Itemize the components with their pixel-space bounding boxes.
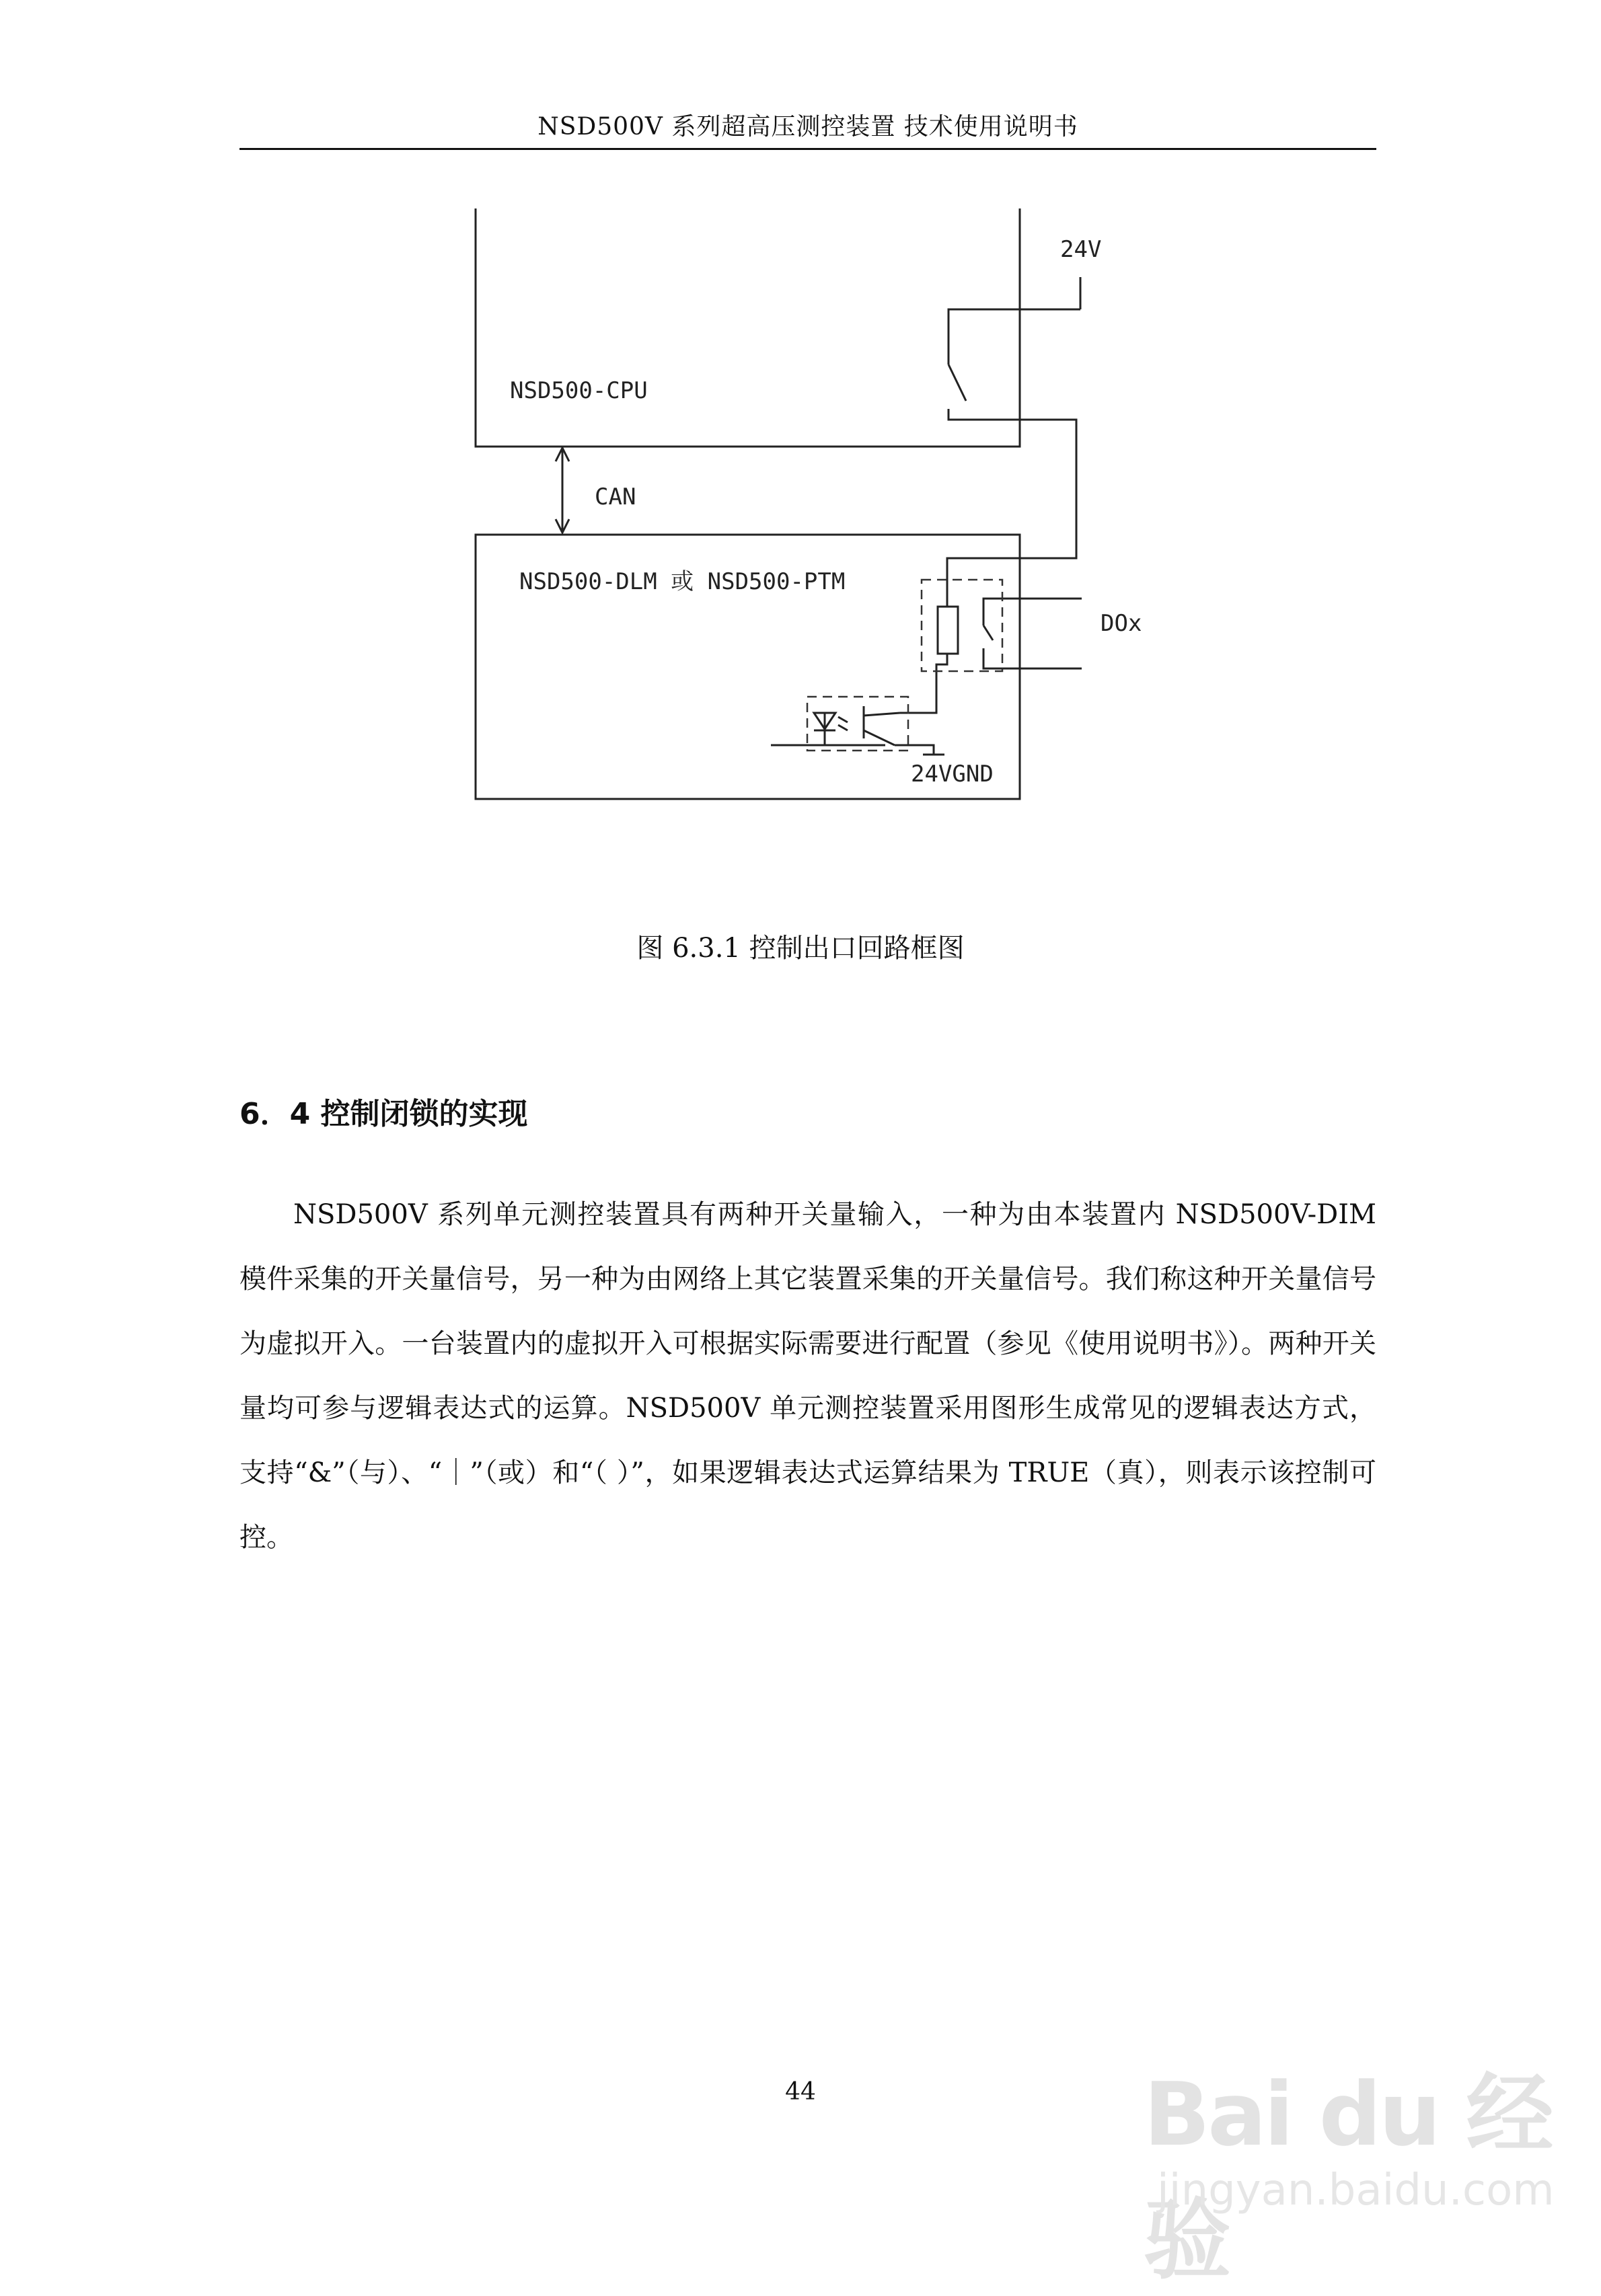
page-header-title: NSD500V 系列超高压测控装置 技术使用说明书 [537,113,1078,141]
page-number: 44 [785,2078,816,2106]
section-paragraph: NSD500V 系列单元测控装置具有两种开关量输入，一种为由本装置内 NSD500V-DIM 模件采集的开关量信号，另一种为由网络上其它装置采集的开关量信号。我们称这种开关量信号为虚拟开入。一台装置内的虚拟开入可根据实际需要进行配置（参见《使用说明书》）。两种开关量均可参与逻辑表达式的运算。NSD500V 单元测控装置采用图形生成常见的逻辑表达方式，支持“&”（与）、“｜”（或）和“（ ）”，如果逻辑表达式运算结果为 TRUE（真），则表示该控制可控。 [239,1199,1376,1553]
cpu-label: NSD500-CPU [510,377,648,404]
baidu-jingyan-watermark [1144,2018,1574,2291]
gnd-label: 24VGND [911,761,994,788]
supply-wire [948,309,1080,365]
watermark-url: jingyan.baidu.com [1157,2166,1555,2215]
relay-contact-upper [983,599,1082,625]
figure-caption: 图 6.3.1 控制出口回路框图 [636,933,965,964]
relay-contact-lower [983,648,1082,668]
section-heading: 6．4 控制闭锁的实现 [239,1097,528,1131]
watermark-brand: Bai du 经验 [1144,2063,1551,2291]
cpu-box [476,208,1020,447]
dox-label: DOx [1101,610,1142,637]
opto-led-ray-2 [838,725,848,730]
opto-led-ray-1 [838,717,848,722]
can-label: CAN [595,484,636,510]
relay-dashed-box [922,580,1002,671]
opto-transistor-emitter [864,730,895,745]
v24-label: 24V [1060,236,1102,263]
relay-contact-blade [983,625,993,640]
coil-to-transistor-wire [900,654,947,713]
cpu-switch-contact [948,365,966,401]
opto-dashed-box [807,697,908,751]
module-label: NSD500-DLM 或 NSD500-PTM [519,568,846,595]
opto-transistor-collector [864,713,900,716]
relay-coil [938,607,958,654]
switch-to-relay-wire [947,409,1076,607]
